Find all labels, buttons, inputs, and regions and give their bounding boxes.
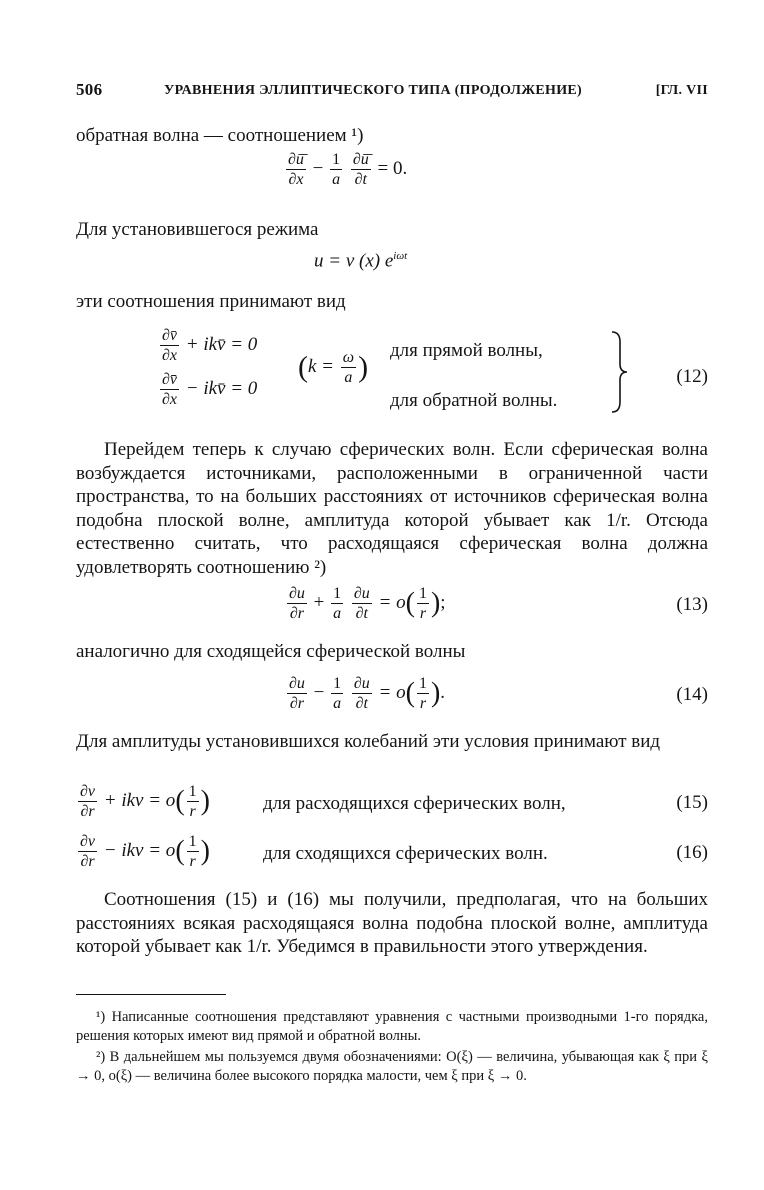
equation-number-16: (16) [676, 842, 708, 863]
page-number: 506 [76, 80, 103, 99]
equation-number-12: (12) [676, 366, 708, 387]
text-line: эти соотношения принимают вид [76, 291, 346, 312]
equation-15-label: для расходящихся сферических волн, [263, 793, 566, 814]
equation-16: $\frac{\partial v}{\partial r}$ − ikv = o( $\frac{1}{r}$ ) [80, 833, 210, 870]
equation-number-13: (13) [676, 594, 708, 615]
paragraph-conclusion: Соотношения (15) и (16) мы получили, предполагая, что на больших расстояниях всякая расходящаяся волна подобна плоской волне, амплитуда которой убывает как 1/r. Убедимся в правильности этого утверждения. [76, 889, 708, 958]
equation-15: $\frac{\partial v}{\partial r}$ + ikv = o( $\frac{1}{r}$ ) [80, 783, 210, 820]
equation-13: $\frac{\partial u}{\partial r}$ + $\frac{1}{a}$ $\frac{\partial u}{\partial t}$ = o( $\frac{1}{r}$ ); [289, 585, 446, 622]
right-brace [610, 330, 630, 414]
equation-14: $\frac{\partial u}{\partial r}$ − $\frac{1}{a}$ $\frac{\partial u}{\partial t}$ = o( $\frac{1}{r}$ ). [289, 675, 446, 712]
paragraph-spherical-waves: Перейдем теперь к случаю сферических волн. Если сферическая волна возбуждается источниками, расположенными в ограниченной части пространства, то на больших расстояниях от источников сферическая волна подобна плоской волне, амплитуда которой убывает как 1/r. Отсюда естественно считать, что расходящаяся сферическая волна должна удовлетворять соотношению ²) [76, 439, 708, 578]
footnote-2: ²) В дальнейшем мы пользуемся двумя обозначениями: O(ξ) — величина, убывающая как ξ при ξ → 0, o(ξ) — величина более высокого порядка малости, чем ξ при ξ → 0. [76, 1049, 708, 1084]
footnote-1: ¹) Написанные соотношения представляют уравнения с частными производными 1-го порядка, решения которых имеют вид прямой и обратной волны. [76, 1009, 708, 1044]
equation-number-15: (15) [676, 792, 708, 813]
chapter-label: [ГЛ. VII [655, 83, 708, 98]
footnote-rule [76, 994, 226, 995]
system-row1-label: для прямой волны, [390, 340, 543, 361]
equation-steady-state: u = v (x) $e^{i\omega t}$ [314, 250, 408, 272]
equation-number-14: (14) [676, 684, 708, 705]
text-line: обратная волна — соотношением ¹) [76, 125, 364, 146]
paragraph-amplitude: Для амплитуды установившихся колебаний эти условия принимают вид [76, 731, 661, 752]
running-header [76, 80, 708, 102]
running-title: УРАВНЕНИЯ ЭЛЛИПТИЧЕСКОГО ТИПА (ПРОДОЛЖЕНИЕ) [164, 83, 583, 98]
equation-backward-wave: $\frac{\partial ū̄}{\partial x}$ − $\frac{1}{a}$ $\frac{\partial ū̄}{\partial t}$ = 0. [288, 151, 408, 188]
text-line: аналогично для сходящейся сферической волны [76, 641, 466, 662]
system-row2-label: для обратной волны. [390, 390, 558, 411]
equation-16-label: для сходящихся сферических волн. [263, 843, 548, 864]
equation-system-12: $\frac{\partial v̄}{\partial x}$ + ikv̄ = 0 $\frac{\partial v̄̄}{\partial x}$ − ikv̄ = 0 (k = $\frac{\omega}{a}$ ) для прямой волны, для обратной волны. (12) [158, 326, 708, 416]
text-line: Для установившегося режима [76, 219, 319, 240]
